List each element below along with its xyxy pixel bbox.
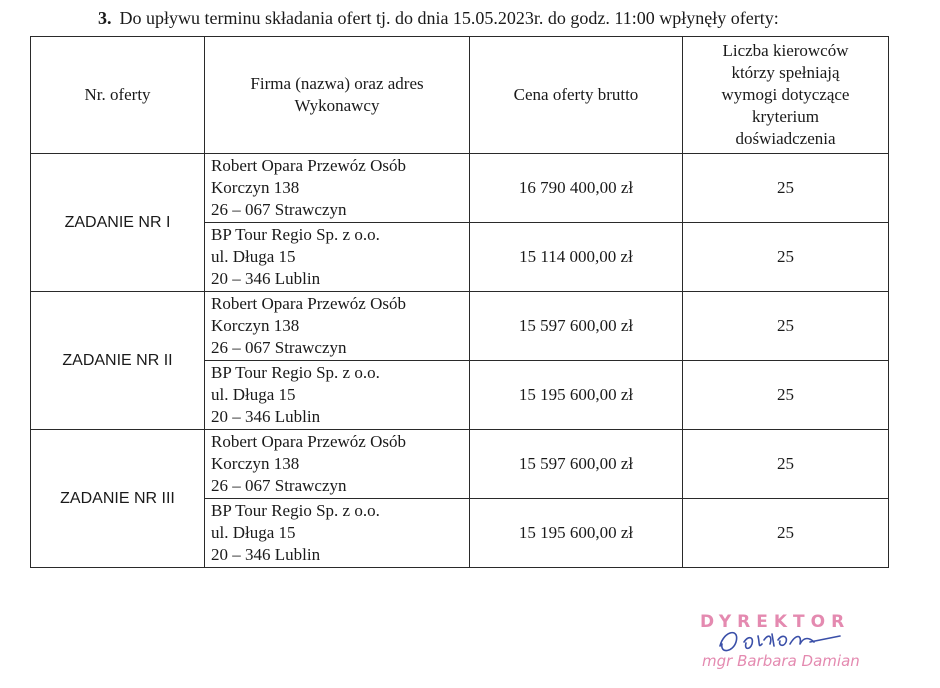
company-street: Korczyn 138: [211, 316, 300, 335]
company-cell: [205, 430, 470, 499]
task-label: ZADANIE NR I: [31, 154, 205, 292]
price-cell: 16 790 400,00 zł: [470, 154, 683, 223]
company-name: BP Tour Regio Sp. z o.o.: [211, 363, 380, 382]
company-street: Korczyn 138: [211, 454, 300, 473]
company-city: 20 – 346 Lublin: [211, 407, 321, 426]
offers-table: [30, 36, 889, 568]
company-name: Robert Opara Przewóz Osób: [211, 156, 406, 175]
company-city: 26 – 067 Strawczyn: [211, 476, 347, 495]
company-city: 26 – 067 Strawczyn: [211, 200, 347, 219]
stamp-name: mgr Barbara Damian: [702, 652, 860, 670]
header-line: wymogi dotyczące: [721, 85, 850, 104]
drivers-cell: 25: [683, 292, 889, 361]
company-street: ul. Długa 15: [211, 247, 296, 266]
price-cell: 15 195 600,00 zł: [470, 361, 683, 430]
company-cell: [205, 361, 470, 430]
drivers-cell: 25: [683, 154, 889, 223]
company-cell: [205, 292, 470, 361]
company-name: BP Tour Regio Sp. z o.o.: [211, 225, 380, 244]
section-heading: [98, 8, 779, 29]
header-line: kryterium: [751, 107, 820, 126]
company-name: BP Tour Regio Sp. z o.o.: [211, 501, 380, 520]
drivers-cell: 25: [683, 361, 889, 430]
task-label: ZADANIE NR III: [31, 430, 205, 568]
company-cell: [205, 154, 470, 223]
price-cell: 15 114 000,00 zł: [470, 223, 683, 292]
company-street: ul. Długa 15: [211, 523, 296, 542]
header-price: Cena oferty brutto: [470, 37, 683, 154]
table-row: [31, 430, 889, 499]
task-label: ZADANIE NR II: [31, 292, 205, 430]
table-row: [31, 292, 889, 361]
header-line: Liczba kierowców: [722, 41, 849, 60]
table-row: [31, 154, 889, 223]
director-stamp: [700, 612, 890, 678]
header-company: [205, 37, 470, 154]
company-city: 26 – 067 Strawczyn: [211, 338, 347, 357]
price-cell: 15 597 600,00 zł: [470, 430, 683, 499]
section-number: 3.: [98, 8, 112, 28]
stamp-title: DYREKTOR: [700, 612, 851, 632]
header-line: którzy spełniają: [731, 63, 840, 82]
signature-stroke: [720, 633, 840, 651]
header-line: Firma (nazwa) oraz adres: [250, 74, 424, 93]
drivers-cell: 25: [683, 430, 889, 499]
header-drivers: [683, 37, 889, 154]
company-cell: [205, 499, 470, 568]
company-city: 20 – 346 Lublin: [211, 269, 321, 288]
company-street: ul. Długa 15: [211, 385, 296, 404]
header-offer-number: Nr. oferty: [31, 37, 205, 154]
price-cell: 15 597 600,00 zł: [470, 292, 683, 361]
company-cell: [205, 223, 470, 292]
price-cell: 15 195 600,00 zł: [470, 499, 683, 568]
drivers-cell: 25: [683, 223, 889, 292]
company-city: 20 – 346 Lublin: [211, 545, 321, 564]
company-name: Robert Opara Przewóz Osób: [211, 294, 406, 313]
company-street: Korczyn 138: [211, 178, 300, 197]
header-row: [31, 37, 889, 154]
header-line: doświadczenia: [735, 129, 836, 148]
drivers-cell: 25: [683, 499, 889, 568]
section-heading-text: Do upływu terminu składania ofert tj. do dnia 15.05.2023r. do godz. 11:00 wpłynęły oferty:: [119, 8, 779, 28]
company-name: Robert Opara Przewóz Osób: [211, 432, 406, 451]
header-line: Wykonawcy: [294, 96, 380, 115]
